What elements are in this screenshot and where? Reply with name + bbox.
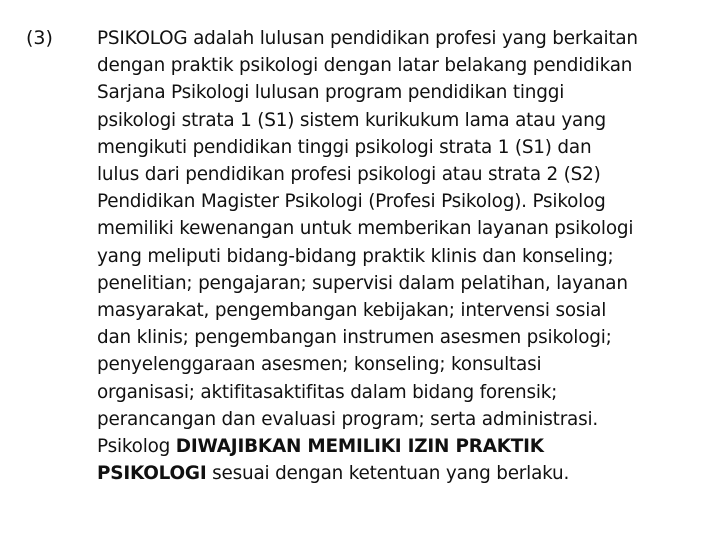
paragraph-line: lulus dari pendidikan profesi psikologi atau strata 2 (S2) <box>97 164 601 186</box>
item-number: (3) <box>26 27 53 49</box>
paragraph-line: organisasi; aktifitasaktifitas dalam bidang forensik; <box>97 381 558 403</box>
paragraph-line: mengikuti pendidikan tinggi psikologi strata 1 (S1) dan <box>97 136 592 158</box>
paragraph-line: masyarakat, pengembangan kebijakan; intervensi sosial <box>97 300 607 322</box>
paragraph-line-license <box>97 433 697 460</box>
paragraph-line: Pendidikan Magister Psikologi (Profesi Psikolog). Psikolog <box>97 191 606 213</box>
paragraph-line: Sarjana Psikologi lulusan program pendidikan tinggi <box>97 82 565 104</box>
paragraph-line: penelitian; pengajaran; supervisi dalam pelatihan, layanan <box>97 272 628 294</box>
bold-emphasis: PSIKOLOGI <box>97 463 207 485</box>
bold-emphasis: DIWAJIBKAN MEMILIKI IZIN PRAKTIK <box>175 436 544 458</box>
paragraph-line: dan klinis; pengembangan instrumen asesmen psikologi; <box>97 327 612 349</box>
paragraph-line: yang meliputi bidang-bidang praktik klinis dan konseling; <box>97 245 614 267</box>
paragraph-line: dengan praktik psikologi dengan latar belakang pendidikan <box>97 55 633 77</box>
plain-text: Psikolog <box>97 436 176 458</box>
paragraph-line-final <box>97 460 697 487</box>
paragraph-line: penyelenggaraan asesmen; konseling; konsultasi <box>97 354 542 376</box>
definition-paragraph <box>97 25 697 487</box>
paragraph-line: psikologi strata 1 (S1) sistem kurikukum lama atau yang <box>97 109 607 131</box>
plain-text: sesuai dengan ketentuan yang berlaku. <box>206 463 570 485</box>
paragraph-line: perancangan dan evaluasi program; serta administrasi. <box>97 408 599 430</box>
paragraph-line: PSIKOLOG adalah lulusan pendidikan profesi yang berkaitan <box>97 28 638 49</box>
paragraph-line: memiliki kewenangan untuk memberikan layanan psikologi <box>97 218 634 240</box>
